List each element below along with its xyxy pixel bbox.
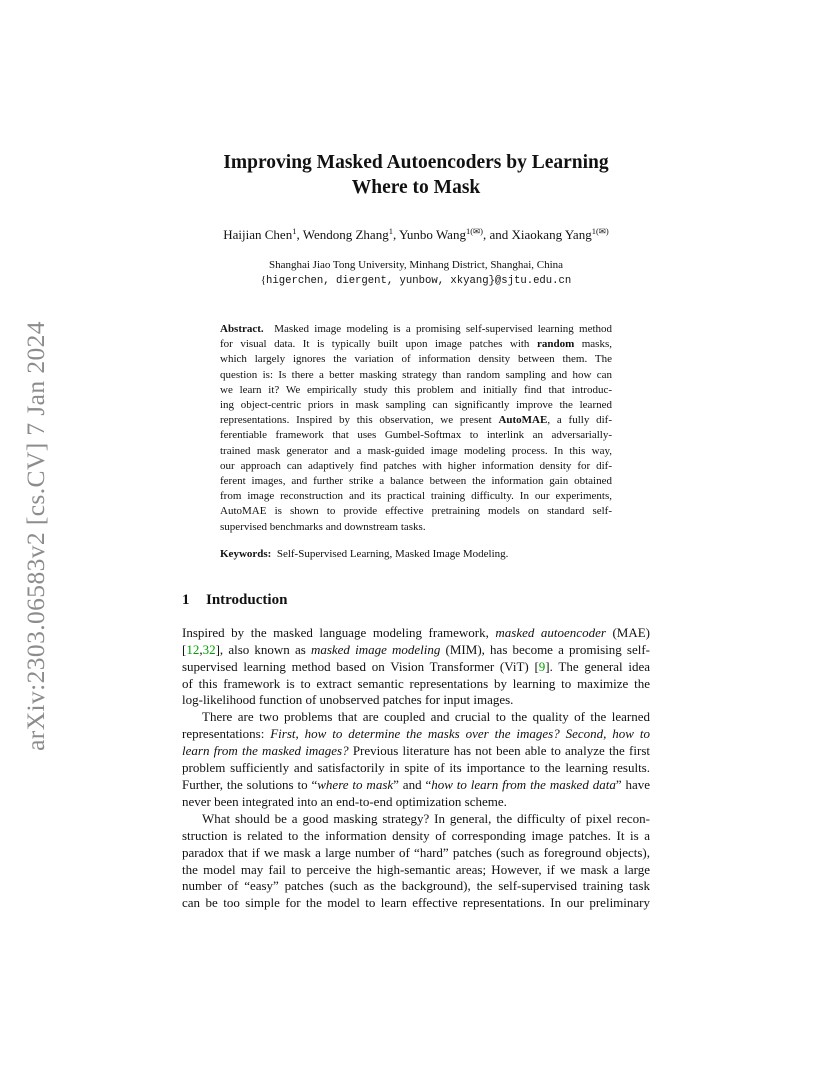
abstract-line: we learn it? We empirically study this problem and initially find that introduc- (220, 383, 612, 396)
body-line: What should be a good masking strategy? In general, the difficulty of pixel recon- (202, 810, 650, 826)
paper-page (182, 150, 650, 912)
keywords-label: Keywords: (220, 547, 272, 560)
introduction-body (182, 625, 650, 912)
abstract-line: for visual data. It is typically built upon image patches with random masks, (220, 338, 612, 351)
abstract-line: from image reconstruction and its practical training difficulty. In our experiments, (220, 490, 612, 503)
body-line: supervised learning method based on Vision Transformer (ViT) [9]. The general idea (182, 658, 650, 674)
corresponding-mark: 1(✉) (591, 226, 609, 236)
abstract-line: ferent images, and further strike a balance between the information gain obtained (220, 475, 612, 488)
body-line: There are two problems that are coupled and crucial to the quality of the learned (202, 709, 650, 725)
author-name: Yunbo Wang (398, 227, 466, 242)
abstract-line: question is: Is there a better masking strategy than random sampling and how can (220, 368, 612, 381)
body-line: representations: First, how to determine the masks over the images? Second, how to (182, 726, 650, 742)
abstract-line: which largely ignores the variation of information density between them. The (220, 353, 612, 366)
affiliation-line: Shanghai Jiao Tong University, Minhang District, Shanghai, China (268, 259, 564, 271)
abstract-line: ferentiable framework that uses Gumbel-Softmax to interlink an adversarially- (220, 429, 612, 442)
body-line: of this framework is to extract semantic representations by learning to maximize the (182, 675, 650, 691)
body-line: Inspired by the masked language modeling framework, masked autoencoder (MAE) (182, 624, 651, 640)
author-affil-mark: 1 (292, 226, 297, 236)
section-number: 1 (182, 591, 190, 608)
abstract-line: representations. Inspired by this observation, we present AutoMAE, a fully dif- (220, 414, 612, 427)
abstract-label: Abstract. (220, 323, 264, 335)
citation-link[interactable]: 32 (202, 641, 216, 657)
abstract (220, 322, 612, 535)
title-line-1: Improving Masked Autoencoders by Learning (223, 152, 609, 173)
keywords (220, 547, 612, 562)
abstract-line: AutoMAE is shown to provide effective pretraining models on standard self- (220, 505, 612, 518)
body-line: struction is related to the information density of corresponding image patches. It is a (182, 827, 650, 843)
author-emails: {higerchen, diergent, yunbow, xkyang}@sjtu.edu.cn (260, 274, 572, 287)
body-line: Further, the solutions to “where to mask” and “how to learn from the masked data” have (182, 777, 651, 792)
author-affil-mark: 1 (388, 226, 393, 236)
body-line: log-likelihood function of unobserved patches for input images. (182, 692, 514, 708)
abstract-line: Abstract. Masked image modeling is a promising self-supervised learning method (220, 323, 613, 335)
affiliation (182, 258, 650, 289)
section-title: Introduction (206, 591, 288, 608)
body-line: [12,32], also known as masked image modeling (MIM), has become a promising self- (182, 641, 650, 657)
abstract-line: our approach can adaptively find patches with higher information density for dif- (220, 459, 612, 472)
section-heading-introduction (182, 590, 650, 610)
body-line: the model may fail to perceive the high-semantic areas; However, if we mask a large (182, 861, 650, 877)
title-line-2: Where to Mask (351, 177, 481, 198)
abstract-line: ing object-centric priors in mask sampling can significantly improve the learned (220, 399, 612, 412)
author-list: Haijian Chen$^1$, Wendong Zhang$^1$, Yunbo Wang$^{1(✉)}$, and Xiaokang Yang$^{1(✉)}$ (223, 226, 609, 242)
body-line: can be too simple for the model to learn effective representations. In our preliminary (182, 895, 650, 911)
abstract-line: supervised benchmarks and downstream tasks. (220, 520, 426, 533)
body-line: learn from the masked images? Previous literature has not been able to analyze the first (182, 743, 650, 759)
citation-link[interactable]: 12 (186, 641, 200, 657)
author-name: Wendong Zhang (302, 227, 389, 242)
body-line: number of “easy” patches (such as the background), the self-supervised training task (182, 878, 650, 894)
author-name: Haijian Chen (223, 227, 293, 242)
body-line: never been integrated into an end-to-end optimization scheme. (182, 793, 507, 809)
arxiv-side-stamp: arXiv:2303.06583v2 [cs.CV] 7 Jan 2024 (21, 321, 50, 751)
author-name: Xiaokang Yang (511, 227, 592, 242)
corresponding-mark: 1(✉) (465, 226, 483, 236)
body-line: problem sufficiently and satisfactorily in spite of its importance to the learning results. (182, 760, 650, 776)
citation-link[interactable]: 9 (538, 658, 546, 674)
body-line: paradox that if we mask a large number of “hard” patches (such as foreground objects), (182, 844, 650, 860)
paper-title (182, 150, 650, 200)
keywords-text: Self-Supervised Learning, Masked Image Modeling. (276, 547, 509, 560)
abstract-line: trained mask generator and a mask-guided image modeling process. In this way, (220, 444, 612, 457)
